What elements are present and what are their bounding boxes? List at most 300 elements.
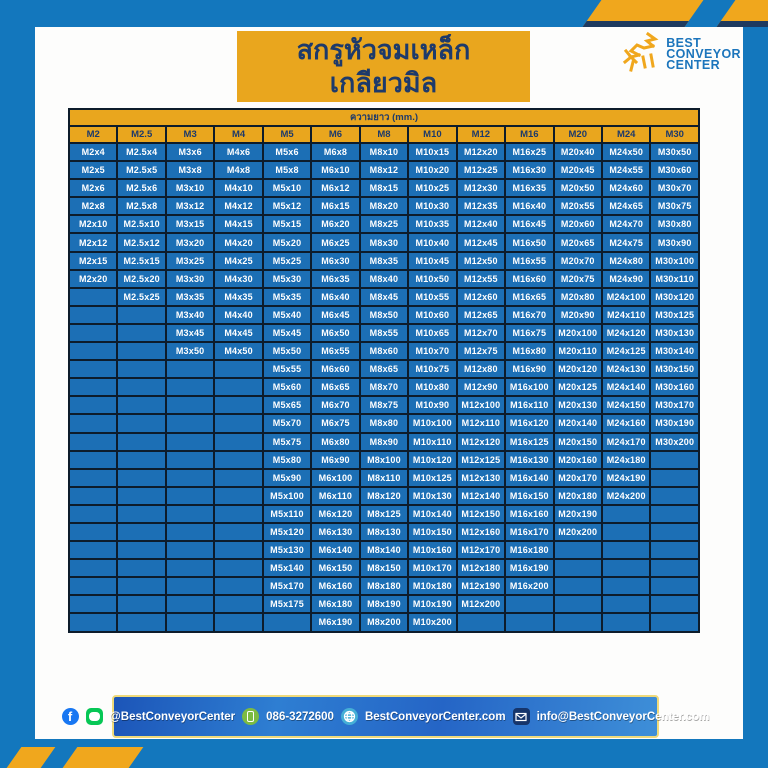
table-cell: M12x160 [457,523,505,541]
table-cell: M8x180 [360,577,408,595]
table-cell [214,613,262,631]
table-cell [166,613,214,631]
table-cell: M12x170 [457,541,505,559]
content-card [35,27,743,739]
table-cell: M24x150 [602,396,650,414]
table-cell [117,505,165,523]
table-cell: M24x120 [602,324,650,342]
table-cell: M12x110 [457,414,505,432]
table-cell: M10x180 [408,577,456,595]
table-cell: M8x120 [360,487,408,505]
table-cell [554,577,602,595]
table-cell: M30x110 [650,270,699,288]
table-cell [650,505,699,523]
table-row [69,613,699,631]
column-header: M10 [408,126,456,143]
table-cell: M20x110 [554,342,602,360]
table-row [69,451,699,469]
table-cell: M6x70 [311,396,359,414]
table-cell: M30x90 [650,233,699,251]
table-cell [214,541,262,559]
table-cell: M12x65 [457,306,505,324]
table-cell: M3x12 [166,197,214,215]
table-cell [602,505,650,523]
column-header: M12 [457,126,505,143]
table-cell: M12x90 [457,378,505,396]
table-cell: M12x35 [457,197,505,215]
table-cell: M24x75 [602,233,650,251]
table-cell: M4x25 [214,252,262,270]
table-row [69,487,699,505]
table-cell: M6x10 [311,161,359,179]
table-cell [69,288,117,306]
table-cell [166,523,214,541]
table-cell: M16x200 [505,577,553,595]
table-row [69,143,699,161]
table-cell: M12x30 [457,179,505,197]
table-cell [214,414,262,432]
table-cell: M16x120 [505,414,553,432]
table-cell: M16x190 [505,559,553,577]
table-cell [69,595,117,613]
column-header: M3 [166,126,214,143]
table-cell: M20x40 [554,143,602,161]
table-cell: M5x90 [263,469,311,487]
table-cell: M3x10 [166,179,214,197]
table-cell [554,541,602,559]
table-cell [69,469,117,487]
table-cell [117,360,165,378]
table-cell: M20x45 [554,161,602,179]
column-header: M16 [505,126,553,143]
table-cell [650,523,699,541]
table-cell: M3x40 [166,306,214,324]
table-row [69,306,699,324]
table-cell: M30x190 [650,414,699,432]
table-cell: M12x200 [457,595,505,613]
table-cell: M12x180 [457,559,505,577]
table-cell: M6x12 [311,179,359,197]
table-cell: M16x25 [505,143,553,161]
table-cell: M6x65 [311,378,359,396]
website-url: BestConveyorCenter.com [364,710,506,723]
table-cell [117,306,165,324]
table-cell [117,541,165,559]
social-handle: @BestConveyorCenter [109,710,236,723]
table-cell: M12x45 [457,233,505,251]
table-cell [117,378,165,396]
table-cell: M2.5x20 [117,270,165,288]
table-cell [214,360,262,378]
table-cell: M16x110 [505,396,553,414]
table-cell [117,523,165,541]
table-cell [166,360,214,378]
table-cell: M5x15 [263,215,311,233]
table-cell: M16x170 [505,523,553,541]
table-cell: M10x170 [408,559,456,577]
table-row [69,342,699,360]
table-cell: M3x6 [166,143,214,161]
table-cell [214,559,262,577]
table-cell [214,595,262,613]
table-cell: M10x70 [408,342,456,360]
table-cell: M20x70 [554,252,602,270]
table-cell: M24x60 [602,179,650,197]
table-cell: M20x125 [554,378,602,396]
table-cell: M6x150 [311,559,359,577]
bottom-left-stripe-1 [7,747,56,768]
table-cell: M16x180 [505,541,553,559]
table-cell [117,414,165,432]
table-cell: M4x35 [214,288,262,306]
table-cell: M6x140 [311,541,359,559]
table-row [69,161,699,179]
column-header: M2.5 [117,126,165,143]
table-cell: M20x180 [554,487,602,505]
column-header: M5 [263,126,311,143]
table-cell: M24x70 [602,215,650,233]
table-row [69,414,699,432]
table-cell: M12x190 [457,577,505,595]
table-row [69,595,699,613]
column-header: M8 [360,126,408,143]
table-cell: M20x80 [554,288,602,306]
table-cell: M24x140 [602,378,650,396]
table-cell: M16x150 [505,487,553,505]
table-cell: M8x130 [360,523,408,541]
table-cell: M20x65 [554,233,602,251]
table-cell [650,559,699,577]
table-row [69,469,699,487]
table-cell: M8x20 [360,197,408,215]
table-cell: M16x60 [505,270,553,288]
table-cell: M20x75 [554,270,602,288]
table-cell: M16x65 [505,288,553,306]
table-cell: M16x50 [505,233,553,251]
table-cell: M10x75 [408,360,456,378]
table-cell: M2x5 [69,161,117,179]
table-cell: M20x200 [554,523,602,541]
table-cell [69,324,117,342]
table-cell: M5x40 [263,306,311,324]
table-cell: M6x180 [311,595,359,613]
table-cell: M2x6 [69,179,117,197]
table-cell: M5x20 [263,233,311,251]
table-cell: M20x150 [554,433,602,451]
table-cell [554,559,602,577]
table-row [69,252,699,270]
table-cell: M24x80 [602,252,650,270]
table-cell [117,433,165,451]
table-cell: M12x125 [457,451,505,469]
table-cell: M30x50 [650,143,699,161]
table-cell: M6x8 [311,143,359,161]
table-cell: M12x100 [457,396,505,414]
table-cell [650,451,699,469]
table-cell [69,523,117,541]
goat-icon [621,31,663,78]
table-cell [602,577,650,595]
table-cell: M2.5x25 [117,288,165,306]
table-cell: M2x4 [69,143,117,161]
table-cell: M5x50 [263,342,311,360]
table-span-header: ความยาว (mm.) [69,109,699,126]
table-cell [166,469,214,487]
table-cell: M16x35 [505,179,553,197]
table-cell [650,577,699,595]
table-cell: M5x175 [263,595,311,613]
table-cell [117,487,165,505]
table-cell: M24x55 [602,161,650,179]
table-cell [457,613,505,631]
table-cell: M5x65 [263,396,311,414]
table-cell: M10x60 [408,306,456,324]
table-cell: M6x100 [311,469,359,487]
table-cell [214,378,262,396]
table-cell: M30x70 [650,179,699,197]
column-header: M6 [311,126,359,143]
table-cell [166,451,214,469]
table-cell: M6x80 [311,433,359,451]
table-cell: M20x140 [554,414,602,432]
table-cell: M12x55 [457,270,505,288]
table-cell: M10x130 [408,487,456,505]
table-cell [69,306,117,324]
table-cell: M6x55 [311,342,359,360]
table-cell: M30x150 [650,360,699,378]
table-row [69,360,699,378]
table-cell: M8x100 [360,451,408,469]
table-cell: M8x75 [360,396,408,414]
table-cell: M10x55 [408,288,456,306]
table-cell [214,451,262,469]
table-cell: M6x30 [311,252,359,270]
table-cell: M5x10 [263,179,311,197]
table-cell: M10x125 [408,469,456,487]
table-cell [166,433,214,451]
table-cell [214,396,262,414]
table-cell: M8x50 [360,306,408,324]
table-cell: M3x20 [166,233,214,251]
table-cell: M8x125 [360,505,408,523]
table-cell [117,559,165,577]
company-logo [621,31,741,78]
top-right-stripe-2 [717,0,768,27]
table-cell [166,505,214,523]
table-cell: M5x8 [263,161,311,179]
table-cell: M8x55 [360,324,408,342]
table-cell: M2.5x10 [117,215,165,233]
table-cell [69,414,117,432]
table-cell [214,577,262,595]
table-cell: M30x125 [650,306,699,324]
table-cell: M3x35 [166,288,214,306]
mail-icon [513,708,530,725]
table-cell: M6x25 [311,233,359,251]
table-cell: M4x6 [214,143,262,161]
table-cell: M2x10 [69,215,117,233]
table-cell: M2x12 [69,233,117,251]
table-cell: M8x70 [360,378,408,396]
table-cell [69,342,117,360]
table-cell: M6x50 [311,324,359,342]
table-cell: M6x60 [311,360,359,378]
table-cell [166,414,214,432]
table-cell: M20x100 [554,324,602,342]
table-cell [117,595,165,613]
table-cell: M4x12 [214,197,262,215]
table-cell: M8x90 [360,433,408,451]
table-cell [69,360,117,378]
table-cell: M8x10 [360,143,408,161]
table-cell: M20x55 [554,197,602,215]
table-cell: M24x200 [602,487,650,505]
table-cell [117,469,165,487]
table-row [69,523,699,541]
table-cell [69,613,117,631]
table-cell [166,541,214,559]
page-title-line1: สกรูหัวจมเหล็ก [296,34,471,65]
table-cell: M4x8 [214,161,262,179]
table-cell: M6x130 [311,523,359,541]
table-cell [602,559,650,577]
table-cell [214,433,262,451]
table-cell [166,378,214,396]
table-cell: M20x130 [554,396,602,414]
column-header: M2 [69,126,117,143]
table-row [69,215,699,233]
table-cell: M6x110 [311,487,359,505]
table-cell [602,613,650,631]
table-cell: M10x15 [408,143,456,161]
table-cell: M8x12 [360,161,408,179]
table-cell: M10x90 [408,396,456,414]
table-cell: M10x40 [408,233,456,251]
table-cell: M16x75 [505,324,553,342]
table-cell: M5x30 [263,270,311,288]
table-cell: M12x60 [457,288,505,306]
table-cell: M30x130 [650,324,699,342]
size-table-body [69,143,699,632]
table-cell: M16x80 [505,342,553,360]
globe-icon [341,708,358,725]
table-row [69,559,699,577]
table-cell [602,595,650,613]
table-cell: M10x110 [408,433,456,451]
table-cell: M24x170 [602,433,650,451]
table-cell: M12x140 [457,487,505,505]
table-cell: M10x35 [408,215,456,233]
table-cell: M5x70 [263,414,311,432]
table-cell: M4x20 [214,233,262,251]
table-cell: M3x15 [166,215,214,233]
table-cell: M8x200 [360,613,408,631]
column-header: M4 [214,126,262,143]
table-row [69,197,699,215]
table-cell [650,469,699,487]
table-cell: M12x40 [457,215,505,233]
table-cell: M30x75 [650,197,699,215]
table-cell: M16x70 [505,306,553,324]
table-cell: M16x125 [505,433,553,451]
table-cell: M8x80 [360,414,408,432]
table-cell: M5x130 [263,541,311,559]
table-wrap [68,108,700,633]
table-cell [69,541,117,559]
table-cell: M24x110 [602,306,650,324]
facebook-icon: f [62,708,79,725]
table-cell [69,505,117,523]
table-cell [117,451,165,469]
table-cell [166,396,214,414]
table-cell [505,613,553,631]
table-cell: M2.5x5 [117,161,165,179]
table-cell: M6x15 [311,197,359,215]
table-row [69,577,699,595]
logo-text-line3: CENTER [666,58,721,72]
table-cell: M10x160 [408,541,456,559]
table-cell: M10x100 [408,414,456,432]
table-cell: M16x100 [505,378,553,396]
table-cell: M12x75 [457,342,505,360]
table-cell: M30x140 [650,342,699,360]
table-cell: M3x25 [166,252,214,270]
table-cell: M10x65 [408,324,456,342]
table-cell: M16x160 [505,505,553,523]
table-cell: M8x65 [360,360,408,378]
table-cell: M2x15 [69,252,117,270]
table-cell: M20x50 [554,179,602,197]
table-cell [602,541,650,559]
table-cell: M24x100 [602,288,650,306]
table-cell: M8x140 [360,541,408,559]
table-cell: M5x25 [263,252,311,270]
table-cell: M24x130 [602,360,650,378]
table-cell: M5x60 [263,378,311,396]
table-cell: M20x90 [554,306,602,324]
table-cell: M12x130 [457,469,505,487]
table-cell: M5x140 [263,559,311,577]
table-cell: M6x40 [311,288,359,306]
table-cell [263,613,311,631]
table-cell: M4x40 [214,306,262,324]
table-cell [117,396,165,414]
table-cell: M24x65 [602,197,650,215]
table-cell [117,342,165,360]
page-title [237,31,530,102]
table-row [69,288,699,306]
table-cell: M4x10 [214,179,262,197]
table-cell: M20x60 [554,215,602,233]
table-cell: M6x20 [311,215,359,233]
table-cell: M2.5x15 [117,252,165,270]
table-cell [69,451,117,469]
table-row [69,179,699,197]
table-cell: M5x120 [263,523,311,541]
table-cell [69,577,117,595]
size-table [68,108,700,633]
table-cell: M2.5x12 [117,233,165,251]
table-cell [117,613,165,631]
table-cell: M5x55 [263,360,311,378]
table-cell: M30x80 [650,215,699,233]
table-cell: M6x75 [311,414,359,432]
table-cell [69,433,117,451]
table-row [69,233,699,251]
table-cell: M2.5x8 [117,197,165,215]
table-cell: M30x160 [650,378,699,396]
table-cell: M24x190 [602,469,650,487]
